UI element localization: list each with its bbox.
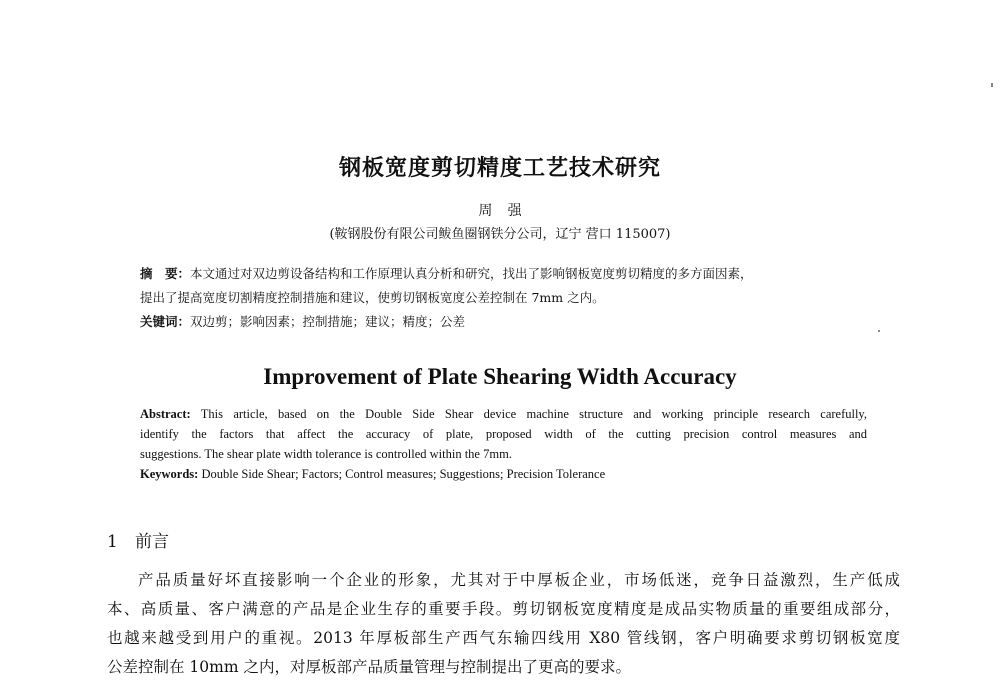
author-name [0, 200, 1000, 220]
paper-title-english: Improvement of Plate Shearing Width Accuracy [263, 364, 737, 389]
intro-line-1: 产品质量好坏直接影响一个企业的形象，尤其对于中厚板企业，市场低迷，竞争日益激烈，生产低成 [138, 571, 900, 589]
abstract-english-line-3: suggestions. The shear plate width tolerance is controlled within the 7mm. [140, 447, 512, 461]
abstract-chinese-line-1 [140, 262, 870, 286]
abstract-english-text-1: This article, based on the Double Side Shear device machine structure and working principle research carefully, [190, 407, 867, 421]
intro-line-2: 本、高质量、客户满意的产品是企业生存的重要手段。剪切钢板宽度精度是成品实物质量的重要组成部分， [107, 600, 900, 618]
author-affiliation: (鞍钢股份有限公司鲅鱼圈钢铁分公司，辽宁 营口 115007) [329, 227, 671, 242]
scan-speck [878, 330, 880, 332]
keywords-chinese-text: 双边剪；影响因素；控制措施；建议；精度；公差 [190, 314, 466, 329]
intro-line-3: 也越来越受到用户的重视。2013 年厚板部生产西气东输四线用 X80 管线钢，客户明确要求剪切钢板宽度 [107, 629, 900, 647]
keywords-english-text: Double Side Shear; Factors; Control measures; Suggestions; Precision Tolerance [198, 467, 606, 481]
abstract-chinese-text-1: 本文通过对双边剪设备结构和工作原理认真分析和研究，找出了影响钢板宽度剪切精度的多方面因素， [190, 266, 753, 281]
section-heading [107, 527, 169, 552]
abstract-chinese-line-2: 提出了提高宽度切割精度控制措施和建议，使剪切钢板宽度公差控制在 7mm 之内。 [140, 290, 605, 305]
keywords-chinese-label: 关键词： [140, 314, 191, 329]
author-surname: 周 [478, 203, 493, 219]
scan-speck [991, 83, 993, 87]
abstract-chinese-label: 摘 要： [140, 266, 191, 281]
section-title: 前言 [135, 532, 169, 552]
abstract-english-label: Abstract: [140, 407, 191, 421]
abstract-english-line-2: identify the factors that affect the accuracy of plate, proposed width of the cutting precision control measures and [140, 427, 867, 441]
abstract-english [140, 404, 867, 484]
abstract-chinese [140, 262, 870, 334]
keywords-english-label: Keywords: [140, 467, 199, 481]
author-given-name: 强 [507, 203, 522, 219]
keywords-chinese [140, 310, 870, 334]
abstract-english-line-1 [140, 404, 867, 424]
paper-title-chinese: 钢板宽度剪切精度工艺技术研究 [338, 155, 661, 181]
intro-line-4: 公差控制在 10mm 之内，对厚板部产品质量管理与控制提出了更高的要求。 [107, 658, 631, 676]
intro-paragraph [107, 566, 900, 682]
section-number: 1 [107, 532, 118, 552]
keywords-english [140, 464, 867, 484]
